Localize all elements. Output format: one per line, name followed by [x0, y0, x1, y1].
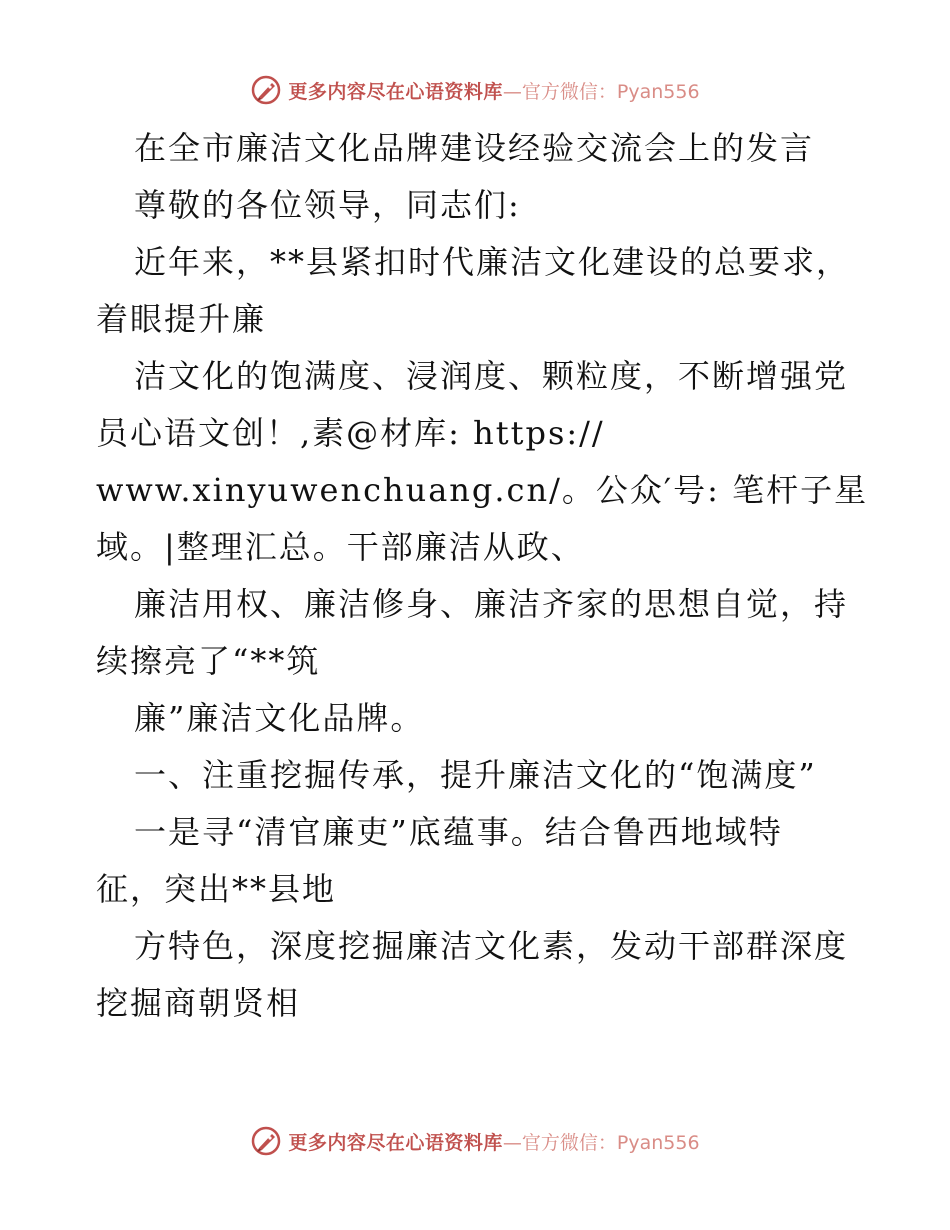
salutation: 尊敬的各位领导，同志们: — [134, 186, 521, 224]
paragraph-line: 方特色，深度挖掘廉洁文化素，发动干部群深度 — [134, 927, 849, 965]
paragraph-line: 员心语文创！,素@材库: https:// — [96, 414, 605, 452]
paragraph-line: 廉”廉洁文化品牌。 — [134, 699, 425, 737]
pen-logo-icon — [250, 1125, 282, 1157]
banner-wechat-text: —官方微信：Pyan556 — [502, 1131, 700, 1154]
banner-wechat-text: —官方微信：Pyan556 — [502, 80, 700, 103]
paragraph-line: 洁文化的饱满度、浸润度、颗粒度，不断增强党 — [134, 357, 849, 395]
pen-logo-icon — [250, 74, 282, 106]
paragraph-line: 近年来，**县紧扣时代廉洁文化建设的总要求， — [134, 243, 851, 281]
document-title: 在全市廉洁文化品牌建设经验交流会上的发言 — [134, 129, 815, 167]
header-banner — [0, 70, 950, 110]
paragraph-line: www.xinyuwenchuang.cn/。公众′号: 笔杆子星 — [96, 471, 869, 509]
paragraph-line: 廉洁用权、廉洁修身、廉洁齐家的思想自觉，持 — [134, 585, 849, 623]
banner-brand-text: 更多内容尽在心语资料库 — [288, 80, 503, 103]
footer-banner — [0, 1121, 950, 1161]
paragraph-line: 着眼提升廉 — [96, 300, 267, 338]
paragraph-line: 挖掘商朝贤相 — [96, 984, 301, 1022]
paragraph-line: 一是寻“清官廉吏”底蕴事。结合鲁西地域特 — [134, 813, 783, 851]
paragraph-line: 域。|整理汇总。干部廉洁从政、 — [96, 528, 585, 566]
paragraph-line: 续擦亮了“**筑 — [96, 642, 321, 680]
document-body — [96, 120, 869, 1032]
paragraph-line: 征，突出**县地 — [96, 870, 337, 908]
section-heading: 一、注重挖掘传承，提升廉洁文化的“饱满度” — [134, 756, 817, 794]
banner-brand-text: 更多内容尽在心语资料库 — [288, 1131, 503, 1154]
